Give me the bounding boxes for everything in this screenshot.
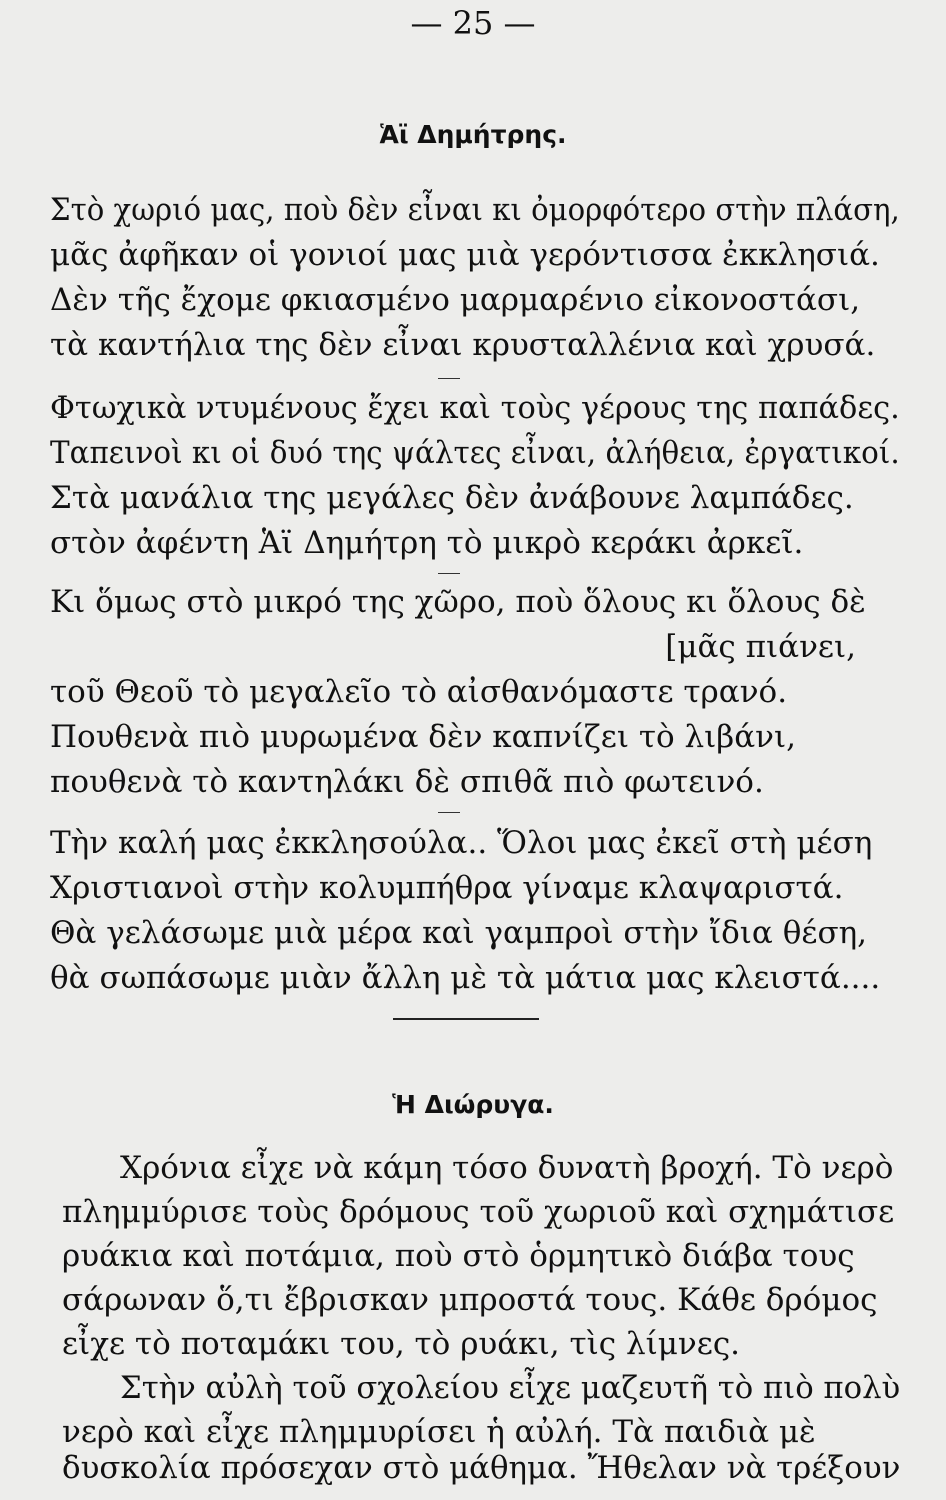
poem-line: Στὸ χωριό μας, ποὺ δὲν εἶναι κι ὀμορφότερο στὴν πλάση, <box>50 192 900 228</box>
poem-line: Πουθενὰ πιὸ μυρωμένα δὲν καπνίζει τὸ λιβάνι, <box>50 719 797 755</box>
poem-line: Στὰ μανάλια της μεγάλες δὲν ἀνάβουνε λαμπάδες. <box>50 480 854 516</box>
stanza-separator <box>438 378 460 379</box>
prose-line: εἶχε τὸ ποταμάκι του, τὸ ρυάκι, τὶς λίμνες. <box>62 1326 741 1362</box>
prose-line: νερὸ καὶ εἶχε πλημμυρίσει ἡ αὐλή. Τὰ παιδιὰ μὲ <box>62 1414 816 1450</box>
stanza-separator <box>438 573 460 574</box>
poem-line: Θὰ γελάσωμε μιὰ μέρα καὶ γαμπροὶ στὴν ἴδια θέση, <box>50 915 868 951</box>
poem-line: Δὲν τῆς ἔχομε φκιασμένο μαρμαρένιο εἰκονοστάσι, <box>50 282 861 318</box>
poem-line: Κι ὅμως στὸ μικρό της χῶρο, ποὺ ὅλους κι ὅλους δὲ <box>50 584 866 620</box>
poem-line: θὰ σωπάσωμε μιὰν ἄλλη μὲ τὰ μάτια μας κλειστά.... <box>50 960 881 996</box>
prose-line: σάρωναν ὅ,τι ἔβρισκαν μπροστά τους. Κάθε δρόμος <box>62 1282 878 1318</box>
poem-line: Χριστιανοὶ στὴν κολυμπήθρα γίναμε κλαψαριστά. <box>50 870 844 906</box>
poem-line: τὰ καντήλια της δὲν εἶναι κρυσταλλένια καὶ χρυσά. <box>50 327 876 363</box>
prose-line: δυσκολία πρόσεχαν στὸ μάθημα. Ἤθελαν νὰ τρέξουν <box>62 1450 901 1486</box>
poem-line: στὸν ἀφέντη Ἁϊ Δημήτρη τὸ μικρὸ κεράκι ἀρκεῖ. <box>50 525 804 561</box>
section-title: Ἡ Διώρυγα. <box>392 1090 554 1119</box>
prose-line: Στὴν αὐλὴ τοῦ σχολείου εἶχε μαζευτῆ τὸ πιὸ πολὺ <box>120 1370 901 1406</box>
section-divider <box>393 1018 539 1020</box>
prose-line: ρυάκια καὶ ποτάμια, ποὺ στὸ ὁρμητικὸ διάβα τους <box>62 1238 855 1274</box>
poem-title: Ἁϊ Δημήτρης. <box>379 120 567 149</box>
page-number: — 25 — <box>410 4 536 42</box>
prose-line: πλημμύρισε τοὺς δρόμους τοῦ χωριοῦ καὶ σχημάτισε <box>62 1194 895 1230</box>
stanza-separator <box>438 812 460 813</box>
poem-line: Ταπεινοὶ κι οἱ δυό της ψάλτες εἶναι, ἀλήθεια, ἐργατικοί. <box>50 435 900 471</box>
poem-line: Τὴν καλή μας ἐκκλησούλα.. Ὅλοι μας ἐκεῖ στὴ μέση <box>50 825 873 861</box>
prose-line: Χρόνια εἶχε νὰ κάμη τόσο δυνατὴ βροχή. Τὸ νερὸ <box>120 1150 894 1186</box>
poem-line: μᾶς ἀφῆκαν οἱ γονιοί μας μιὰ γερόντισσα ἐκκλησιά. <box>50 237 880 273</box>
poem-line: Φτωχικὰ ντυμένους ἔχει καὶ τοὺς γέρους της παπάδες. <box>50 390 900 426</box>
poem-line: πουθενὰ τὸ καντηλάκι δὲ σπιθᾶ πιὸ φωτεινό. <box>50 764 764 800</box>
poem-line-continuation: [μᾶς πιάνει, <box>665 629 856 665</box>
poem-line: τοῦ Θεοῦ τὸ μεγαλεῖο τὸ αἰσθανόμαστε τρανό. <box>50 674 788 710</box>
